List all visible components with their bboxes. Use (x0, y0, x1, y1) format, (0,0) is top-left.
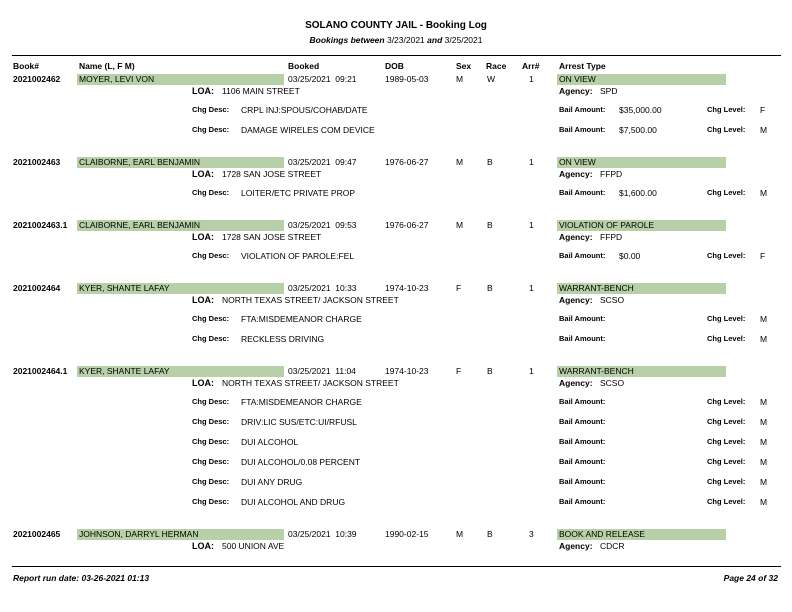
inmate-name: CLAIBORNE, EARL BENJAMIN (79, 220, 201, 230)
header-top-rule (12, 55, 781, 56)
booked-datetime: 03/25/2021 10:33 (288, 283, 357, 293)
bail-amount-label: Bail Amount: (559, 125, 606, 134)
loa-value: 1728 SAN JOSE STREET (222, 169, 322, 179)
footer-rule (12, 566, 781, 567)
arrest-number: 1 (529, 366, 534, 376)
chg-level-label: Chg Level: (707, 334, 746, 343)
race: B (487, 220, 493, 230)
col-header-booked: Booked (288, 61, 320, 71)
chg-desc-label: Chg Desc: (192, 437, 230, 446)
chg-desc-value: FTA:MISDEMEANOR CHARGE (241, 314, 362, 324)
arrest-number: 1 (529, 157, 534, 167)
bail-amount-label: Bail Amount: (559, 314, 606, 323)
chg-desc-label: Chg Desc: (192, 125, 230, 134)
col-header-arrest-type: Arrest Type (559, 61, 606, 71)
book-number: 2021002462 (13, 74, 61, 84)
race: W (487, 74, 496, 84)
chg-desc-label: Chg Desc: (192, 497, 230, 506)
loa-value: 500 UNION AVE (222, 541, 285, 551)
chg-level-label: Chg Level: (707, 397, 746, 406)
loa-label: LOA: (192, 232, 214, 242)
report-title: SOLANO COUNTY JAIL - Booking Log (305, 20, 487, 31)
arrest-type: BOOK AND RELEASE (559, 529, 645, 539)
chg-level-value: M (760, 457, 768, 467)
bail-amount-label: Bail Amount: (559, 251, 606, 260)
chg-level-label: Chg Level: (707, 417, 746, 426)
inmate-name: CLAIBORNE, EARL BENJAMIN (79, 157, 201, 167)
chg-level-value: M (760, 125, 768, 135)
bail-amount-label: Bail Amount: (559, 188, 606, 197)
bail-amount-label: Bail Amount: (559, 457, 606, 466)
agency-label: Agency: (559, 169, 593, 179)
subtitle-and: and (427, 35, 443, 45)
race: B (487, 157, 493, 167)
chg-level-value: M (760, 334, 768, 344)
chg-level-label: Chg Level: (707, 477, 746, 486)
chg-desc-value: DUI ALCOHOL AND DRUG (241, 497, 346, 507)
chg-desc-value: DRIV:LIC SUS/ETC:UI/RFUSL (241, 417, 357, 427)
bail-amount-label: Bail Amount: (559, 397, 606, 406)
book-number: 2021002463 (13, 157, 61, 167)
sex: F (456, 366, 462, 376)
bail-amount-label: Bail Amount: (559, 334, 606, 343)
chg-level-value: M (760, 477, 768, 487)
chg-level-value: M (760, 437, 768, 447)
loa-label: LOA: (192, 86, 214, 96)
booked-datetime: 03/25/2021 09:47 (288, 157, 357, 167)
bail-amount-value: $0.00 (619, 251, 641, 261)
inmate-name: MOYER, LEVI VON (79, 74, 155, 84)
bail-amount-label: Bail Amount: (559, 497, 606, 506)
chg-level-label: Chg Level: (707, 457, 746, 466)
chg-desc-label: Chg Desc: (192, 477, 230, 486)
chg-level-value: M (760, 397, 768, 407)
chg-level-label: Chg Level: (707, 188, 746, 197)
arrest-type: ON VIEW (559, 157, 596, 167)
race: B (487, 529, 493, 539)
end-date: 3/25/2021 (444, 35, 483, 45)
chg-level-label: Chg Level: (707, 314, 746, 323)
agency-label: Agency: (559, 86, 593, 96)
chg-desc-value: RECKLESS DRIVING (241, 334, 325, 344)
sex: M (456, 74, 464, 84)
loa-label: LOA: (192, 295, 214, 305)
booked-datetime: 03/25/2021 09:21 (288, 74, 357, 84)
chg-desc-value: VIOLATION OF PAROLE:FEL (241, 251, 355, 261)
arrest-number: 1 (529, 220, 534, 230)
col-header-book: Book# (13, 61, 39, 71)
loa-label: LOA: (192, 169, 214, 179)
chg-desc-value: DUI ALCOHOL/0.08 PERCENT (241, 457, 361, 467)
inmate-name: KYER, SHANTE LAFAY (79, 366, 170, 376)
loa-value: 1728 SAN JOSE STREET (222, 232, 322, 242)
bail-amount-value: $1,600.00 (619, 188, 657, 198)
agency-label: Agency: (559, 232, 593, 242)
chg-level-label: Chg Level: (707, 437, 746, 446)
date-of-birth: 1989-05-03 (385, 74, 429, 84)
chg-desc-label: Chg Desc: (192, 397, 230, 406)
loa-value: NORTH TEXAS STREET/ JACKSON STREET (222, 295, 399, 305)
chg-level-value: M (760, 497, 768, 507)
loa-label: LOA: (192, 541, 214, 551)
chg-level-label: Chg Level: (707, 125, 746, 134)
chg-level-label: Chg Level: (707, 105, 746, 114)
subtitle-prefix: Bookings between (309, 35, 385, 45)
date-of-birth: 1976-06-27 (385, 220, 429, 230)
col-header-name: Name (L, F M) (79, 61, 135, 71)
bail-amount-label: Bail Amount: (559, 105, 606, 114)
agency-label: Agency: (559, 541, 593, 551)
race: B (487, 366, 493, 376)
book-number: 2021002465 (13, 529, 61, 539)
chg-desc-label: Chg Desc: (192, 417, 230, 426)
booked-datetime: 03/25/2021 10:39 (288, 529, 357, 539)
chg-level-value: M (760, 314, 768, 324)
bail-amount-label: Bail Amount: (559, 477, 606, 486)
chg-level-value: M (760, 188, 768, 198)
start-date: 3/23/2021 (386, 35, 425, 45)
inmate-name: JOHNSON, DARRYL HERMAN (79, 529, 199, 539)
date-of-birth: 1976-06-27 (385, 157, 429, 167)
chg-desc-value: LOITER/ETC PRIVATE PROP (241, 188, 355, 198)
bail-amount-value: $7,500.00 (619, 125, 657, 135)
sex: M (456, 157, 464, 167)
report-run-date: Report run date: 03-26-2021 01:13 (13, 573, 150, 583)
chg-level-value: F (760, 105, 766, 115)
chg-level-value: M (760, 417, 768, 427)
agency-value: SPD (600, 86, 618, 96)
col-header-race: Race (486, 61, 507, 71)
col-header-dob: DOB (385, 61, 404, 71)
date-of-birth: 1974-10-23 (385, 366, 429, 376)
arrest-number: 1 (529, 74, 534, 84)
sex: M (456, 529, 464, 539)
chg-desc-value: DUI ALCOHOL (241, 437, 299, 447)
agency-value: FFPD (600, 232, 623, 242)
sex: M (456, 220, 464, 230)
agency-label: Agency: (559, 378, 593, 388)
chg-desc-label: Chg Desc: (192, 188, 230, 197)
report-subtitle (0, 34, 792, 46)
loa-value: NORTH TEXAS STREET/ JACKSON STREET (222, 378, 399, 388)
arrest-type: ON VIEW (559, 74, 596, 84)
chg-desc-label: Chg Desc: (192, 314, 230, 323)
arrest-number: 3 (529, 529, 534, 539)
bail-amount-value: $35,000.00 (619, 105, 662, 115)
chg-desc-label: Chg Desc: (192, 105, 230, 114)
arrest-type: WARRANT-BENCH (559, 366, 634, 376)
bail-amount-label: Bail Amount: (559, 437, 606, 446)
chg-desc-value: FTA:MISDEMEANOR CHARGE (241, 397, 362, 407)
sex: F (456, 283, 462, 293)
bail-amount-label: Bail Amount: (559, 417, 606, 426)
inmate-name: KYER, SHANTE LAFAY (79, 283, 170, 293)
agency-value: CDCR (600, 541, 625, 551)
chg-desc-label: Chg Desc: (192, 334, 230, 343)
loa-label: LOA: (192, 378, 214, 388)
book-number: 2021002464.1 (13, 366, 68, 376)
chg-desc-value: DUI ANY DRUG (241, 477, 303, 487)
agency-value: SCSO (600, 378, 625, 388)
arrest-type: VIOLATION OF PAROLE (559, 220, 655, 230)
agency-value: FFPD (600, 169, 623, 179)
loa-value: 1106 MAIN STREET (222, 86, 300, 96)
arrest-number: 1 (529, 283, 534, 293)
chg-desc-label: Chg Desc: (192, 457, 230, 466)
chg-desc-value: CRPL INJ:SPOUS/COHAB/DATE (241, 105, 368, 115)
agency-label: Agency: (559, 295, 593, 305)
chg-level-label: Chg Level: (707, 251, 746, 260)
chg-level-label: Chg Level: (707, 497, 746, 506)
book-number: 2021002464 (13, 283, 61, 293)
col-header-arr: Arr# (522, 61, 540, 71)
booked-datetime: 03/25/2021 11:04 (288, 366, 356, 376)
chg-desc-label: Chg Desc: (192, 251, 230, 260)
date-of-birth: 1974-10-23 (385, 283, 429, 293)
date-of-birth: 1990-02-15 (385, 529, 429, 539)
race: B (487, 283, 493, 293)
col-header-sex: Sex (456, 61, 472, 71)
booked-datetime: 03/25/2021 09:53 (288, 220, 357, 230)
book-number: 2021002463.1 (13, 220, 68, 230)
chg-level-value: F (760, 251, 766, 261)
arrest-type: WARRANT-BENCH (559, 283, 634, 293)
chg-desc-value: DAMAGE WIRELES COM DEVICE (241, 125, 375, 135)
page-number: Page 24 of 32 (723, 573, 778, 583)
agency-value: SCSO (600, 295, 625, 305)
